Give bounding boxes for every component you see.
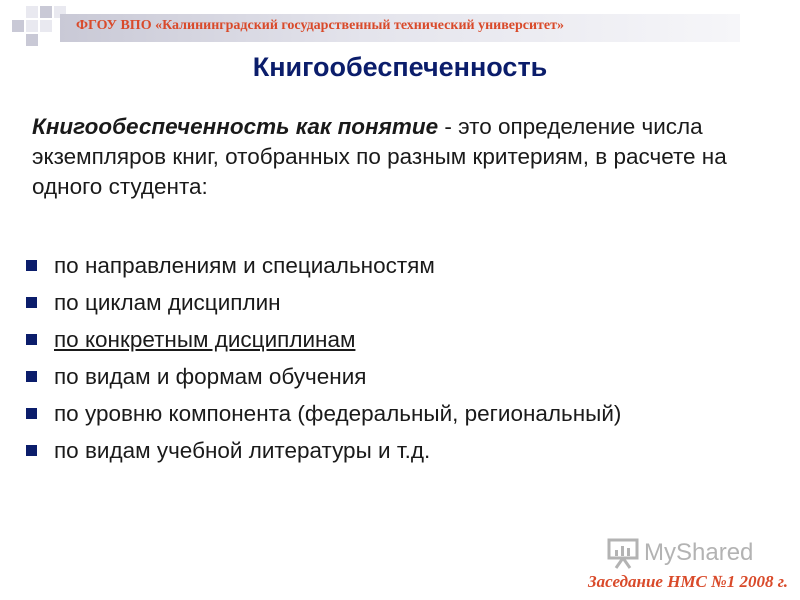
bullet-item xyxy=(26,395,621,432)
definition-text: это определение числа экземпляров книг, отобранных по разным критериям, в расчете на одного студента: xyxy=(32,114,727,199)
bullet-list xyxy=(26,247,621,469)
bullet-text: по уровню компонента (федеральный, региональный) xyxy=(54,400,622,426)
definition-term: Книгообеспеченность как понятие xyxy=(32,114,439,139)
decor-square xyxy=(40,6,52,18)
decor-square xyxy=(26,6,38,18)
square-bullet-icon xyxy=(26,334,37,345)
footer-text: Заседание НМС №1 2008 г. xyxy=(588,572,788,591)
decor-square xyxy=(12,20,24,32)
square-bullet-icon xyxy=(26,260,37,271)
square-bullet-icon xyxy=(26,371,37,382)
bullet-item xyxy=(26,358,621,395)
bullet-link[interactable]: по конкретным дисциплинам xyxy=(54,326,356,352)
square-bullet-icon xyxy=(26,297,37,308)
bullet-text: по направлениям и специальностям xyxy=(54,252,435,278)
definition-paragraph xyxy=(32,112,772,202)
bullet-item xyxy=(26,321,621,358)
watermark-text: MyShared xyxy=(644,539,754,566)
bullet-text: по циклам дисциплин xyxy=(54,289,281,315)
bullet-item xyxy=(26,284,621,321)
decor-square xyxy=(26,20,38,32)
bullet-text: по видам учебной литературы и т.д. xyxy=(54,437,431,463)
watermark-logo xyxy=(606,537,753,569)
bullet-text: по видам и формам обучения xyxy=(54,363,367,389)
square-bullet-icon xyxy=(26,408,37,419)
bullet-item xyxy=(26,247,621,284)
square-bullet-icon xyxy=(26,445,37,456)
decor-square xyxy=(26,34,38,46)
decor-square xyxy=(40,20,52,32)
slide-title: Книгообеспеченность xyxy=(252,52,548,82)
bullet-item xyxy=(26,432,621,469)
presentation-board-icon xyxy=(606,537,640,569)
definition-separator: - xyxy=(438,114,459,139)
header-text: ФГОУ ВПО «Калининградский государственный технический университет» xyxy=(76,18,565,33)
